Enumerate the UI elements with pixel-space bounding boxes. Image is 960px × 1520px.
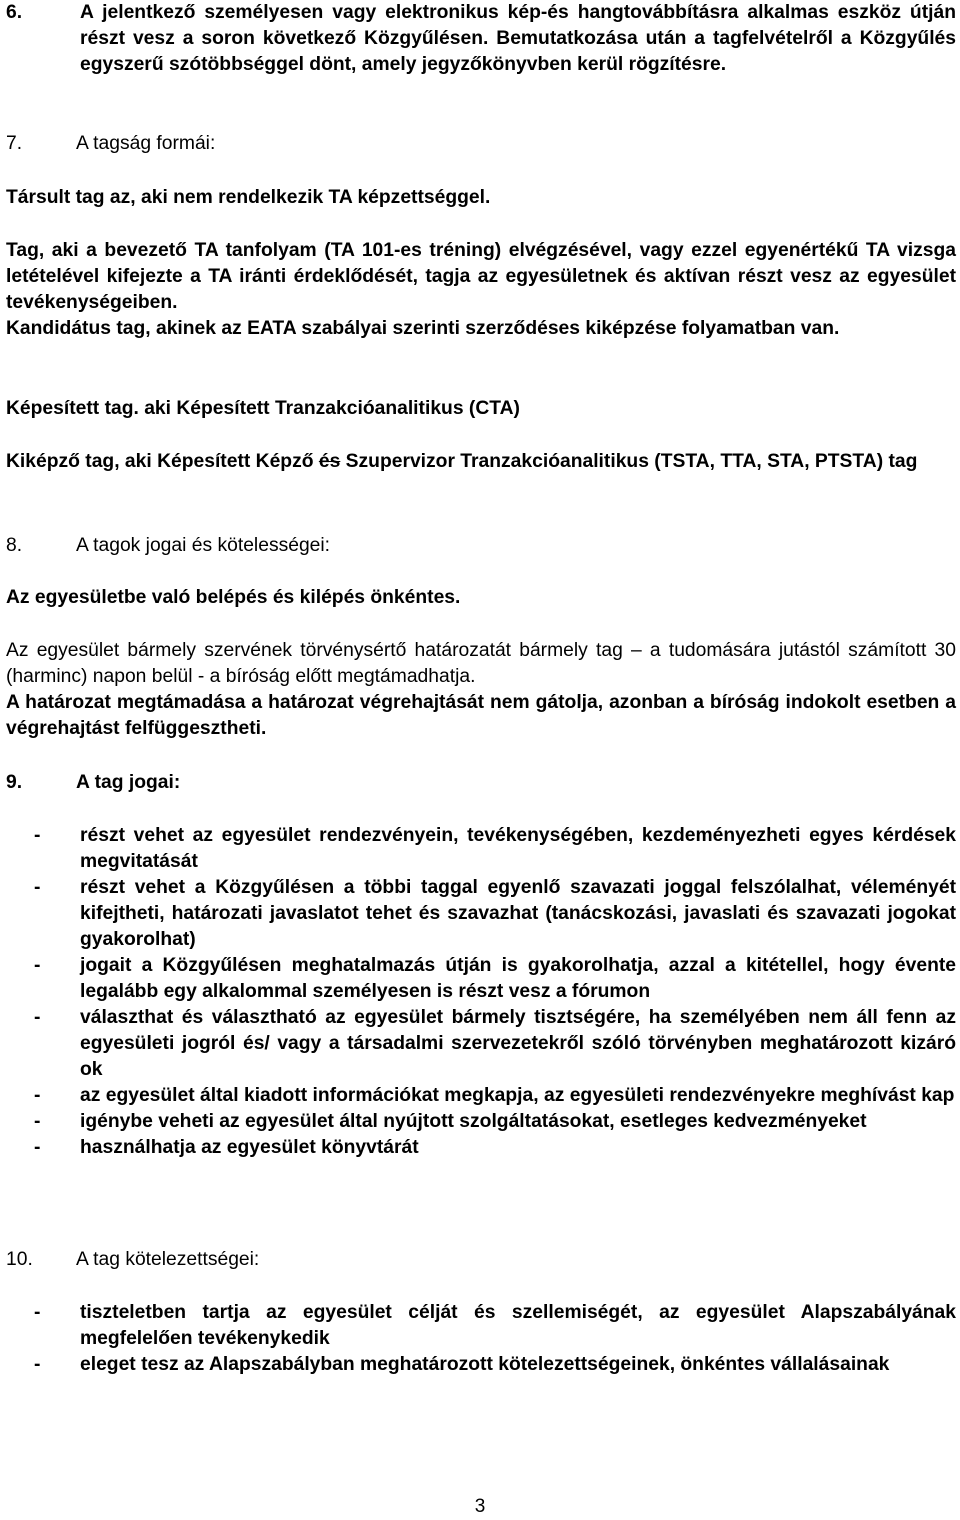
belepes-paragraph: Az egyesületbe való belépés és kilépés önkéntes. (6, 587, 461, 608)
list-item (6, 875, 956, 953)
list-item (6, 1135, 956, 1161)
list-item (6, 1005, 956, 1083)
section-8-heading (6, 533, 330, 559)
list-item-text: használhatja az egyesület könyvtárát (80, 1137, 419, 1158)
member-rights-list (6, 823, 956, 1161)
hatarozat-paragraph: Az egyesület bármely szervének törvénysértő határozatát bármely tag – a tudomására jutástól számított 30 (harminc) napon belül - a bíróság előtt megtámadhatja. (6, 640, 956, 687)
member-duties-list (6, 1300, 956, 1378)
item-6 (6, 0, 956, 78)
list-item-text: részt vehet a Közgyűlésen a többi taggal egyenlő szavazati joggal felszólalhat, véleményét kifejtheti, határozati javaslatot tehet és szavazhat (tanácskozási, javaslati és szavazati jogokat gyakorolhat) (80, 877, 956, 950)
section-10-title: A tag kötelezettségei: (76, 1249, 260, 1270)
section-10-number: 10. (6, 1249, 33, 1270)
kikepzo-text-b: Szupervizor Tranzakcióanalitikus (TSTA, TTA, STA, PTSTA) tag (340, 451, 918, 472)
tag-paragraph: Tag, aki a bevezető TA tanfolyam (TA 101-es tréning) elvégzésével, vagy ezzel egyenértékű TA vizsga letételével kifejezte a TA iránti érdeklődését, tagja az egyesületnek és aktívan részt vesz az egyesület tevékenységeiben. (6, 240, 956, 313)
list-item (6, 953, 956, 1005)
section-8-title: A tagok jogai és kötelességei: (76, 535, 331, 556)
section-7-number: 7. (6, 133, 23, 154)
section-7-title: A tagság formái: (76, 133, 216, 154)
dash-marker: - (34, 1007, 41, 1028)
dash-marker: - (34, 825, 41, 846)
list-item (6, 823, 956, 875)
dash-marker: - (34, 1354, 41, 1375)
dash-marker: - (34, 1111, 41, 1132)
tarsult-tag-paragraph: Társult tag az, aki nem rendelkezik TA képzettséggel. (6, 187, 491, 208)
kikepzo-strikethrough: és (318, 451, 341, 472)
list-item (6, 1300, 956, 1352)
item-6-text: A jelentkező személyesen vagy elektronikus kép-és hangtovábbításra alkalmas eszköz útján részt vesz a soron következő Közgyűlésen. Bemutatkozása után a tagfelvételről a Közgyűlés egyszerű szótöbbséggel dönt, amely jegyzőkönyvben kerül rögzítésre. (80, 2, 956, 75)
kikepzo-text-a: Kiképző tag, aki Képesített Képző (6, 451, 319, 472)
item-6-number: 6. (6, 2, 23, 23)
page-number: 3 (474, 1496, 486, 1517)
list-item-text: az egyesület által kiadott információkat megkapja, az egyesületi rendezvényekre meghívást kap (80, 1085, 955, 1106)
dash-marker: - (34, 955, 41, 976)
dash-marker: - (34, 1302, 41, 1323)
list-item (6, 1352, 956, 1378)
dash-marker: - (34, 1137, 41, 1158)
section-7-heading (6, 131, 215, 157)
list-item-text: választhat és választható az egyesület bármely tisztségére, ha személyében nem áll fenn az egyesületi jogról és/ vagy a társadalmi szervezetekről szóló törvényben meghatározott kizáró ok (80, 1007, 956, 1080)
section-10-heading (6, 1247, 259, 1273)
list-item-text: eleget tesz az Alapszabályban meghatározott kötelezettségeinek, önkéntes vállalásainak (80, 1354, 890, 1375)
section-9-number: 9. (6, 772, 23, 793)
megtamadas-paragraph: A határozat megtámadása a határozat végrehajtását nem gátolja, azonban a bíróság indokolt esetben a végrehajtást felfüggesztheti. (6, 692, 956, 739)
kandidatus-tag-paragraph: Kandidátus tag, akinek az EATA szabályai szerinti szerződéses kiképzése folyamatban van. (6, 318, 840, 339)
kikepzo-tag-paragraph (6, 449, 956, 475)
section-9-title: A tag jogai: (76, 772, 181, 793)
list-item-text: tiszteletben tartja az egyesület célját és szellemiségét, az egyesület Alapszabályának megfelelően tevékenykedik (80, 1302, 956, 1349)
list-item-text: részt vehet az egyesület rendezvényein, tevékenységében, kezdeményezheti egyes kérdések megvitatását (80, 825, 956, 872)
list-item (6, 1109, 956, 1135)
list-item-text: igénybe veheti az egyesület által nyújtott szolgáltatásokat, esetleges kedvezményeket (80, 1111, 867, 1132)
list-item-text: jogait a Közgyűlésen meghatalmazás útján is gyakorolhatja, azzal a kitétellel, hogy évente legalább egy alkalommal személyesen is részt vesz a fórumon (80, 955, 956, 1002)
list-item (6, 1083, 956, 1109)
section-8-number: 8. (6, 535, 23, 556)
dash-marker: - (34, 877, 41, 898)
kepesitett-tag-paragraph: Képesített tag. aki Képesített Tranzakcióanalitikus (CTA) (6, 398, 520, 419)
dash-marker: - (34, 1085, 41, 1106)
section-9-heading (6, 770, 180, 796)
